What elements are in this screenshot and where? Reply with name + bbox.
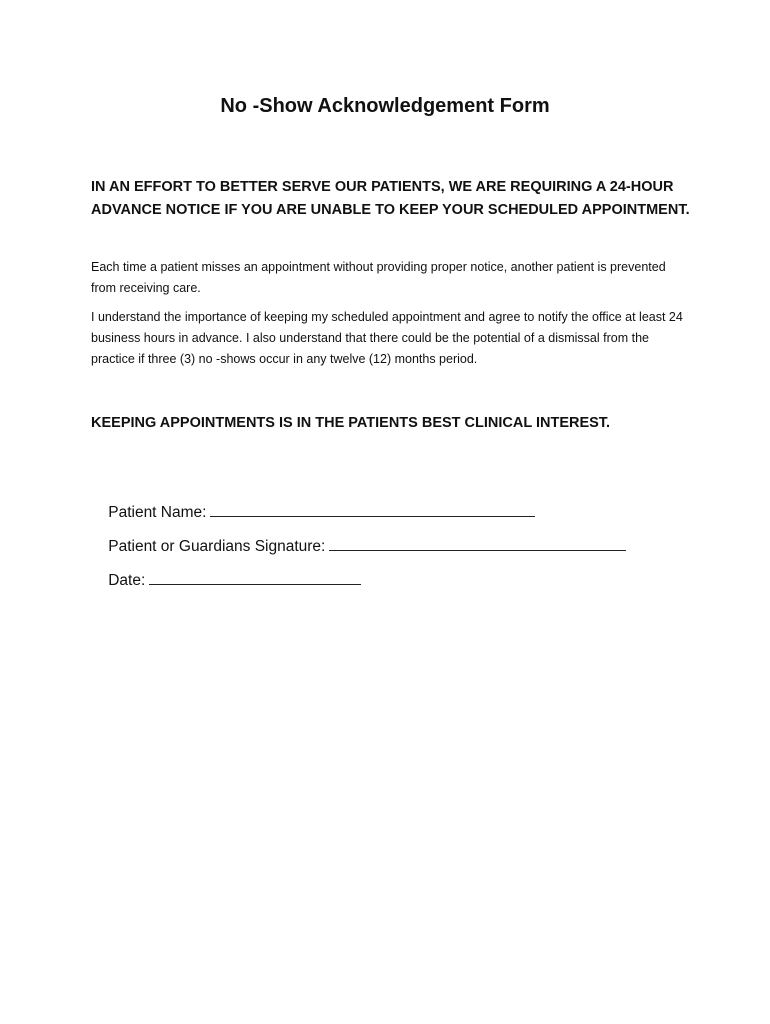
document-title: No -Show Acknowledgement Form <box>220 95 550 117</box>
signature-blank-line[interactable] <box>329 535 626 551</box>
date-label: Date: <box>108 572 146 589</box>
clinical-interest-statement: KEEPING APPOINTMENTS IS IN THE PATIENTS BEST CLINICAL INTEREST. <box>91 415 611 431</box>
acknowledgement-paragraph: I understand the importance of keeping my scheduled appointment and agree to notify the office at least 24 business hours in advance. I also understand that there could be the potential of a dismissal from the practice if three (3) no -shows occur in any twelve (12) months period. <box>91 310 683 366</box>
advance-notice-heading: IN AN EFFORT TO BETTER SERVE OUR PATIENTS, WE ARE REQUIRING A 24-HOUR ADVANCE NOTICE IF YOU ARE UNABLE TO KEEP YOUR SCHEDULED APPOINTMENT. <box>91 179 690 218</box>
patient-name-label: Patient Name: <box>108 504 207 521</box>
date-field <box>91 549 361 611</box>
date-blank-line[interactable] <box>149 569 361 585</box>
signature-label: Patient or Guardians Signature: <box>108 538 326 555</box>
missed-appointment-paragraph: Each time a patient misses an appointment without providing proper notice, another patient is prevented from receiving care. <box>91 260 666 295</box>
